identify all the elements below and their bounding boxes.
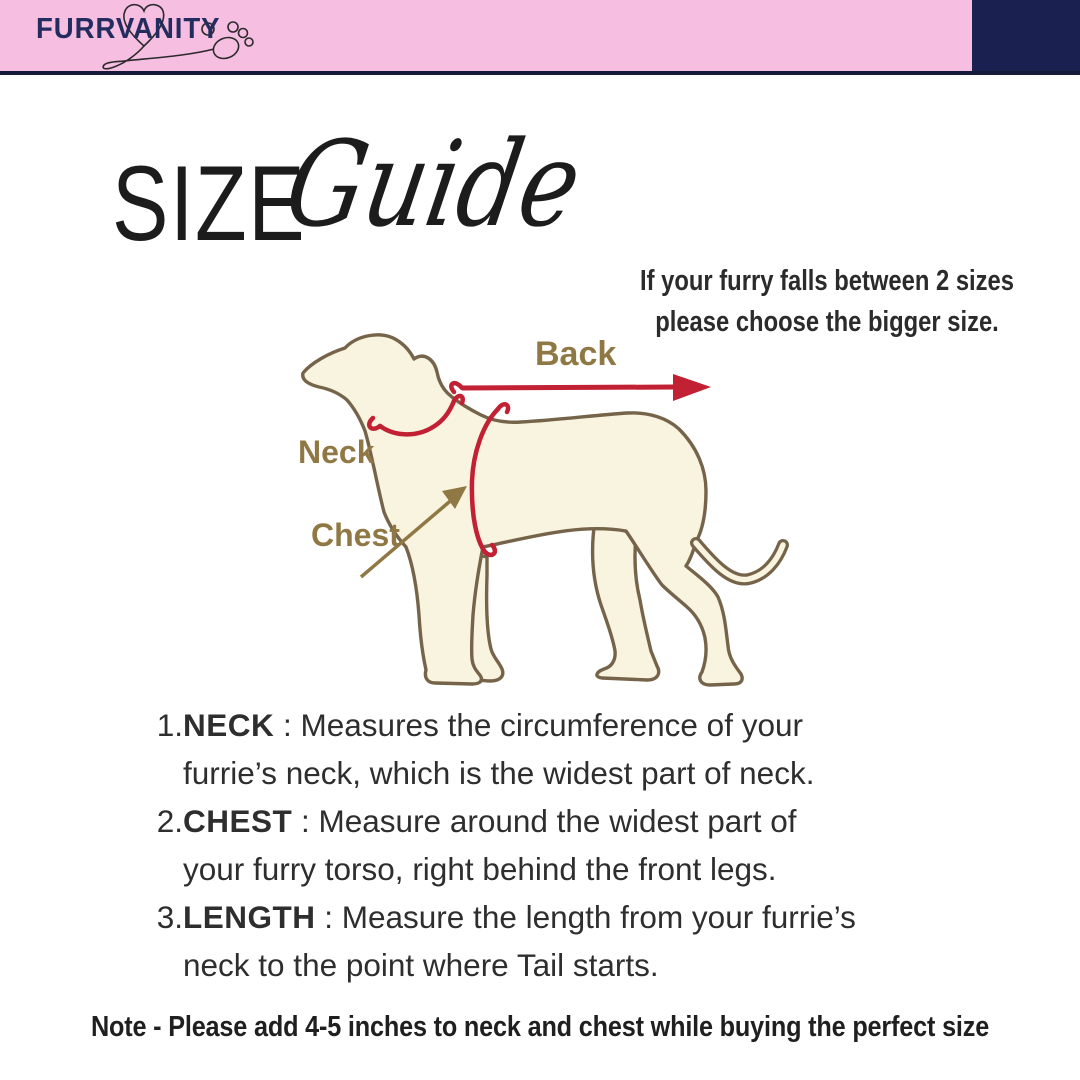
- hint-line-1: If your furry falls between 2 sizes: [639, 265, 1015, 297]
- item-text: : Measure around the widest part of: [292, 803, 797, 839]
- dog-measurement-diagram: [285, 325, 805, 695]
- item-text-line2: your furry torso, right behind the front legs.: [183, 851, 777, 887]
- item-keyword: CHEST: [183, 803, 293, 839]
- back-measure-arrow: [451, 374, 711, 401]
- item-text: : Measures the circumference of your: [274, 707, 803, 743]
- item-keyword: LENGTH: [183, 899, 316, 935]
- item-text-line2: furrie’s neck, which is the widest part of neck.: [183, 755, 815, 791]
- item-number: 3.: [156, 899, 183, 935]
- item-keyword: NECK: [183, 707, 275, 743]
- header-bar: [0, 0, 1080, 75]
- paw-toe: [239, 29, 248, 38]
- label-neck: Neck: [298, 434, 375, 470]
- brand-logo-text: FURRVANITY: [36, 13, 221, 45]
- dog-illustration: [285, 325, 805, 695]
- measurement-instructions: [143, 701, 856, 989]
- title-size: SIZE: [112, 143, 307, 263]
- hint-line-2: please choose the bigger size.: [655, 306, 999, 338]
- instruction-item-chest: [143, 797, 856, 893]
- header-corner-block: [972, 0, 1080, 71]
- label-chest: Chest: [311, 517, 400, 553]
- instruction-item-length: [143, 893, 856, 989]
- label-back: Back: [535, 335, 617, 373]
- dog-tail: [696, 543, 783, 580]
- swirl-line: [103, 46, 214, 69]
- item-number: 2.: [156, 803, 183, 839]
- instruction-item-neck: [143, 701, 856, 797]
- paw-toe: [245, 38, 253, 46]
- paw-toe: [228, 22, 238, 32]
- item-text: : Measure the length from your furrie’s: [315, 899, 856, 935]
- sizing-note: Note - Please add 4-5 inches to neck and chest while buying the perfect size: [90, 1011, 990, 1043]
- item-number: 1.: [156, 707, 183, 743]
- item-text-line2: neck to the point where Tail starts.: [183, 947, 659, 983]
- title-guide-script: Guide: [276, 115, 591, 253]
